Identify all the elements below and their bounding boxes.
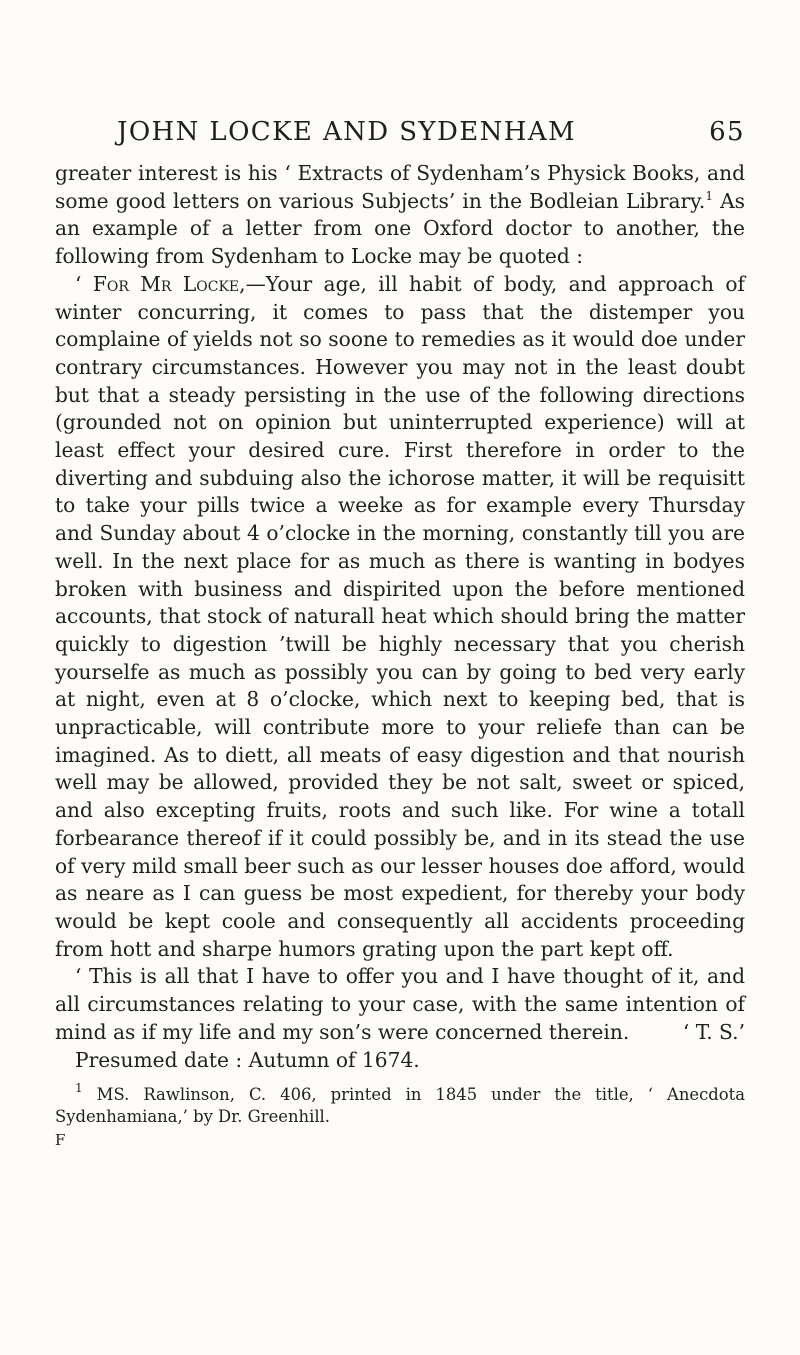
letter-paragraph-2 xyxy=(55,963,745,1046)
letter-salutation: For Mr Locke, xyxy=(92,271,246,296)
letter-paragraph-1 xyxy=(55,271,745,964)
body-text xyxy=(55,160,745,1074)
intro-text: greater interest is his ‘ Extracts of Sydenham’s Physick Books, and some good letters on various Subjects’ in the Bodleian Library. xyxy=(55,161,745,213)
running-head xyxy=(117,112,745,152)
running-title: JOHN LOCKE AND SYDENHAM xyxy=(117,117,577,147)
footnote xyxy=(55,1081,745,1128)
footnote-text: MS. Rawlinson, C. 406, printed in 1845 under the title, ‘ Anecdota Sydenhamiana,’ by Dr. Greenhill. xyxy=(55,1085,745,1127)
letter-open-quote: ‘ xyxy=(75,271,93,296)
book-page xyxy=(55,112,745,1150)
footnote-marker: 1 xyxy=(75,1081,83,1096)
intro-text-continued: As an example of a letter from one Oxford doctor to another, the following from Sydenham to Locke may be quoted : xyxy=(55,188,746,269)
footnotes xyxy=(55,1081,745,1128)
footnote-ref: 1 xyxy=(705,188,713,203)
date-note: Presumed date : Autumn of 1674. xyxy=(75,1047,420,1072)
letter-body-2: ‘ This is all that I have to offer you and I have thought of it, and all circumstances relating to your case, with the same intention of mind as if my life and my son’s were concerned therein. xyxy=(55,964,745,1044)
page-number: 65 xyxy=(709,117,745,147)
letter-body-1: —Your age, ill habit of body, and approach of winter concurring, it comes to pass that the distemper you complaine of yields not so soone to remedies as it would doe under contrary circumstances. However you may not in the least doubt but that a steady persisting in the use of the following directions (grounded not on opinion but uninterrupted experience) will at least effect your desired cure. First therefore in order to the diverting and subduing also the ichorose matter, it will be requisitt to take your pills twice a weeke as for example every Thursday and Sunday about 4 o’clocke in the morning, constantly till you are well. In the next place for as much as there is wanting in bodyes broken with business and dispirited upon the before mentioned accounts, that stock of naturall heat which should bring the matter quickly to digestion ’twill be highly necessary that you cherish yourselfe as much as possibly you can by going to bed very early at night, even at 8 o’clocke, which next to keeping bed, that is unpracticable, will contribute more to your reliefe than can be imagined. As to diett, all meats of easy digestion and that nourish well may be allowed, provided they be not salt, sweet or spiced, and also excepting fruits, roots and such like. For wine a totall forbearance thereof if it could possibly be, and in its stead the use of very mild small beer such as our lesser houses doe afford, would as neare as I can guess be most expedient, for thereby your body would be kept coole and consequently all accidents proceeding from hott and sharpe humors grating upon the part kept off. xyxy=(55,271,745,961)
intro-paragraph xyxy=(55,160,745,271)
letter-signature: ‘ T. S.’ xyxy=(682,1019,745,1044)
printer-signature-mark: F xyxy=(55,1131,66,1150)
